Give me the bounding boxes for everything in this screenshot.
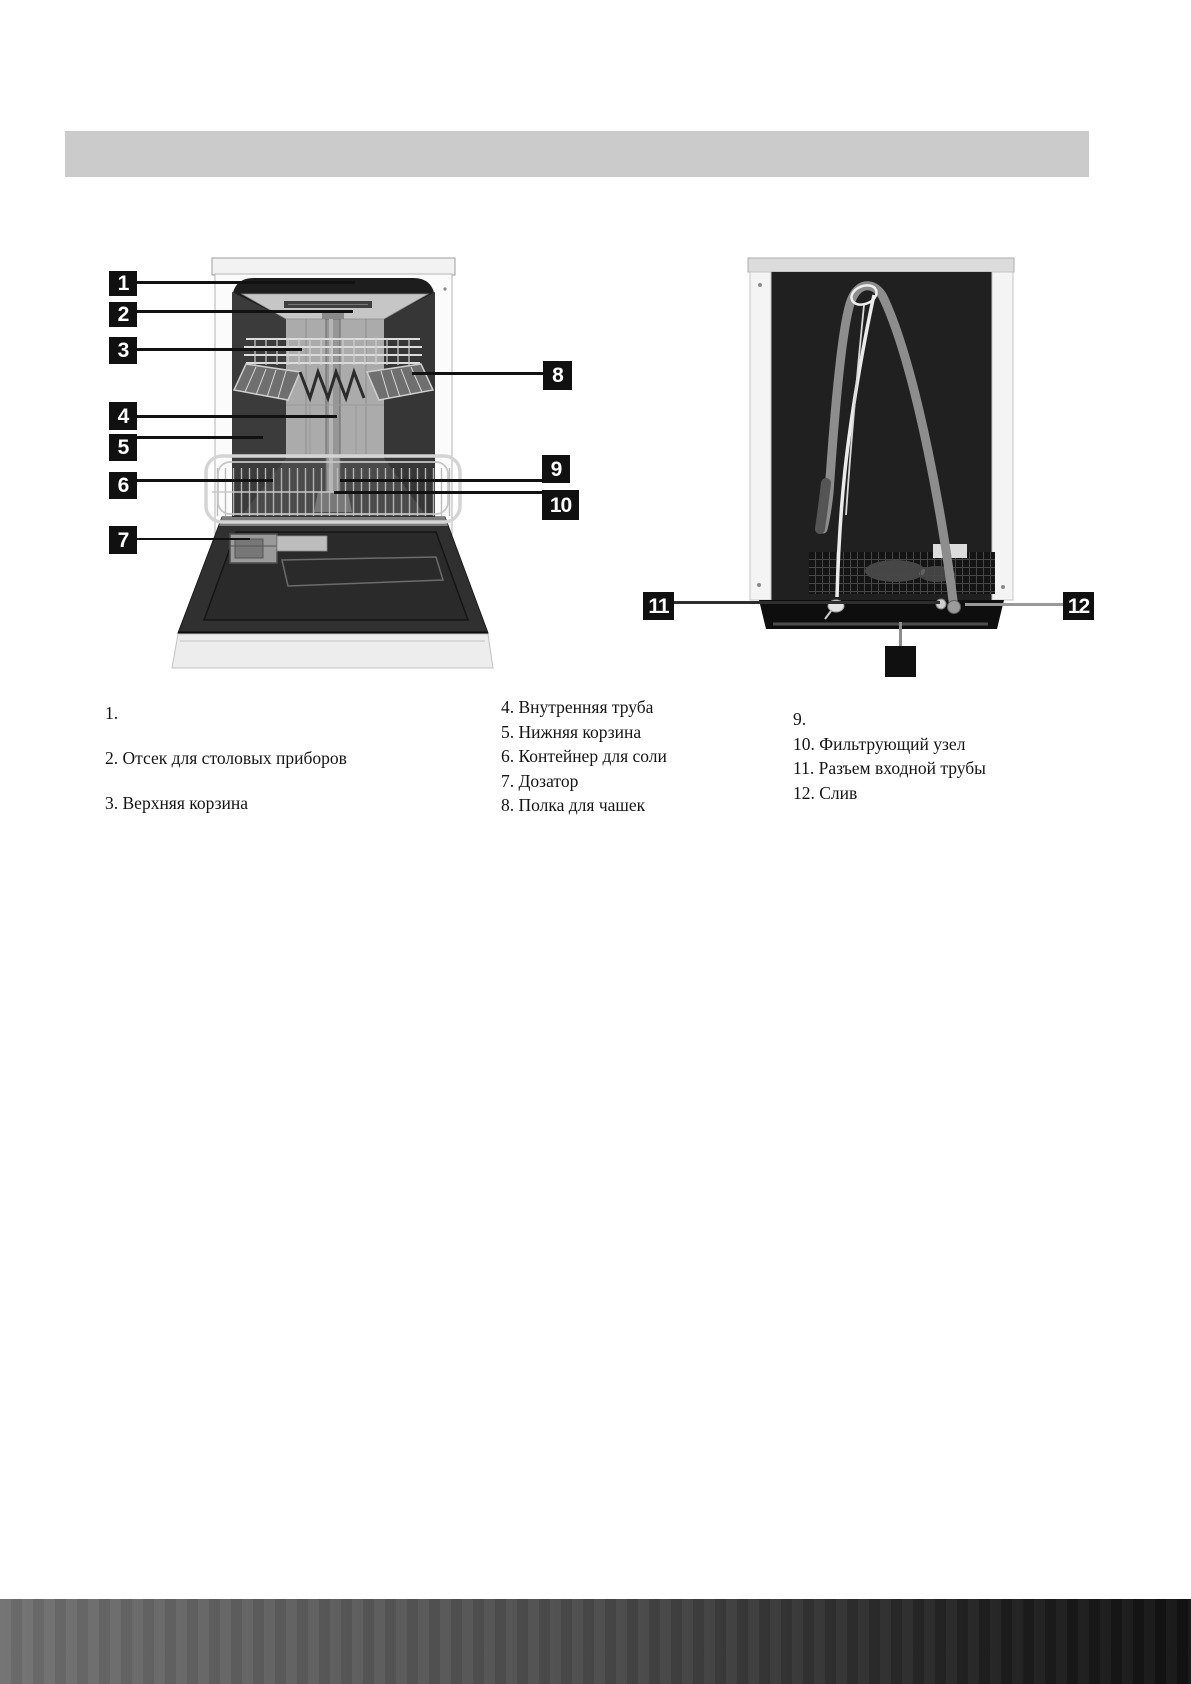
callout-12: 12 — [1063, 592, 1094, 620]
callout-line-11 — [673, 601, 940, 604]
legend-item-2: 2. Отсек для столовых приборов — [105, 748, 347, 768]
dishwasher-front-photo — [160, 240, 510, 670]
callout-line-9 — [340, 479, 542, 482]
legend-item-1: 1. — [105, 703, 119, 723]
callout-line-3 — [137, 348, 302, 351]
rear-left-rail — [750, 272, 771, 600]
rear-top-panel — [748, 258, 1014, 272]
legend-item-5: 5. Нижняя корзина — [501, 721, 642, 742]
callout-line-5 — [137, 436, 263, 439]
callout-1: 1 — [109, 271, 137, 296]
callout-2: 2 — [109, 302, 137, 327]
callout-7: 7 — [109, 526, 137, 554]
legend-item-9: 9. — [793, 709, 807, 729]
legend-column-1 — [105, 703, 347, 838]
callout-3: 3 — [109, 337, 137, 364]
rear-right-rail — [992, 272, 1013, 600]
callout-line-6 — [137, 479, 273, 482]
legend-item-3: 3. Верхняя корзина — [105, 793, 249, 813]
section-header-bar — [65, 131, 1089, 177]
legend-item-7: 7. Дозатор — [501, 770, 579, 791]
callout-10: 10 — [542, 490, 579, 520]
callout-9: 9 — [542, 455, 570, 483]
callout-8: 8 — [543, 361, 572, 390]
callout-line-1 — [137, 281, 355, 284]
callout-6: 6 — [109, 472, 137, 499]
callout-line-10 — [334, 491, 542, 494]
callout-line-4 — [137, 415, 337, 418]
cabinet-lid — [212, 258, 455, 275]
callout-11: 11 — [643, 592, 674, 620]
callout-4: 4 — [109, 402, 137, 430]
legend-item-11: 11. Разъем входной трубы — [793, 758, 986, 778]
callout-blank — [885, 646, 916, 677]
legend-column-3 — [793, 709, 986, 807]
legend-item-10: 10. Фильтрующий узел — [793, 733, 966, 754]
callout-line-drain-vertical — [899, 622, 902, 648]
callout-line-7 — [137, 538, 250, 540]
drain-outlet — [948, 601, 961, 614]
legend-column-2 — [501, 697, 667, 820]
door-bottom-strip — [172, 634, 493, 668]
callout-line-8 — [412, 372, 543, 375]
footer-gradient-bar — [0, 1599, 1191, 1684]
legend-item-4: 4. Внутренняя труба — [501, 697, 654, 717]
callout-line-12 — [965, 603, 1063, 606]
legend-item-6: 6. Контейнер для соли — [501, 746, 667, 766]
dishwasher-back-photo — [745, 255, 1020, 635]
legend-item-12: 12. Слив — [793, 782, 858, 803]
callout-5: 5 — [109, 434, 137, 461]
callout-line-2 — [137, 310, 353, 313]
legend-item-8: 8. Полка для чашек — [501, 795, 646, 815]
